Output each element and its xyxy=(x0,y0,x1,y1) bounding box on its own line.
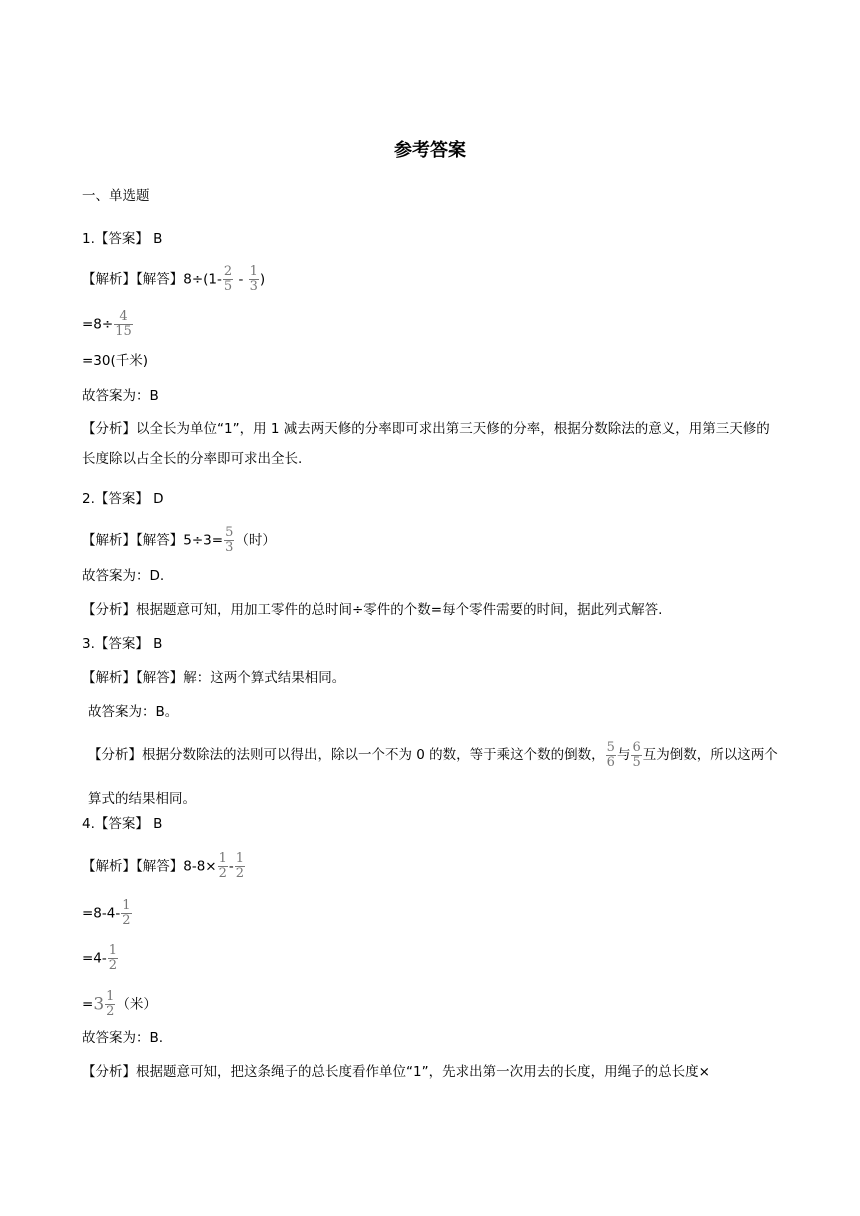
denominator: 5 xyxy=(223,279,233,294)
fraction xyxy=(249,265,259,294)
page-title: 参考答案 xyxy=(394,140,466,161)
q1-answer: 1.【答案】 B xyxy=(82,231,163,247)
q4-step3-prefix: =4- xyxy=(82,950,107,967)
q4-solution-step-1 xyxy=(82,852,246,881)
section-heading: 一、单选题 xyxy=(82,188,150,204)
numerator: 1 xyxy=(218,851,227,866)
numerator: 5 xyxy=(606,739,615,755)
numerator: 1 xyxy=(108,943,118,958)
mixed-number-whole: 3 xyxy=(93,994,105,1015)
q4-step1-operator: - xyxy=(228,858,234,875)
q2-answer: 2.【答案】 D xyxy=(82,491,164,507)
q3-analysis xyxy=(88,733,788,821)
q3-solution-step-1: 【解析】【解答】解：这两个算式结果相同。 xyxy=(82,670,346,686)
q3-analysis-connector: 与 xyxy=(616,747,631,763)
fraction xyxy=(235,852,245,881)
denominator: 3 xyxy=(249,279,258,294)
denominator: 2 xyxy=(235,866,245,881)
denominator: 5 xyxy=(632,754,641,770)
fraction xyxy=(121,899,131,928)
denominator: 2 xyxy=(108,958,118,973)
q1-analysis: 【分析】以全长为单位“1”，用 1 减去两天修的分率即可求出第三天修的分率，根据分数除法的意义，用第三天修的长度除以占全长的分率即可求出全长. xyxy=(82,421,770,467)
q4-solution-step-4 xyxy=(82,990,157,1019)
fraction xyxy=(218,852,228,881)
denominator: 2 xyxy=(122,913,131,928)
q4-answer: 4.【答案】 B xyxy=(82,816,163,832)
numerator: 1 xyxy=(235,851,245,866)
q4-step1-prefix: 【解析】【解答】8-8× xyxy=(82,858,217,875)
q3-analysis-suffix: 互为倒数，所以这两个算式的结果相同。 xyxy=(88,747,778,807)
q2-analysis: 【分析】根据题意可知，用加工零件的总时间÷零件的个数=每个零件需要的时间，据此列式解答. xyxy=(82,602,663,618)
denominator: 2 xyxy=(218,866,227,881)
fraction xyxy=(223,265,233,294)
numerator: 2 xyxy=(223,264,233,279)
q1-step1-suffix: ) xyxy=(259,271,266,288)
q2-solution-step-1 xyxy=(82,526,276,555)
q1-solution-step-3: =30(千米) xyxy=(82,353,149,369)
q1-solution-step-2 xyxy=(82,310,134,339)
q4-step4-suffix: （米） xyxy=(116,996,157,1013)
fraction xyxy=(105,990,115,1019)
q2-result: 故答案为：D. xyxy=(82,568,165,584)
q4-step4-prefix: = xyxy=(82,996,94,1013)
numerator: 1 xyxy=(249,264,258,279)
q4-analysis: 【分析】根据题意可知，把这条绳子的总长度看作单位“1”，先求出第一次用去的长度，用绳子的总长度× xyxy=(82,1064,710,1080)
q4-result: 故答案为：B. xyxy=(82,1030,164,1046)
q4-solution-step-2 xyxy=(82,899,133,928)
fraction xyxy=(114,310,133,339)
q1-result: 故答案为：B xyxy=(82,388,159,404)
numerator: 1 xyxy=(106,989,115,1004)
q4-solution-step-3 xyxy=(82,944,119,973)
denominator: 3 xyxy=(225,540,234,555)
q4-step2-prefix: =8-4- xyxy=(82,905,121,922)
q1-solution-step-1 xyxy=(82,265,265,294)
numerator: 5 xyxy=(225,525,234,540)
numerator: 4 xyxy=(119,309,128,324)
q3-result: 故答案为：B。 xyxy=(88,704,179,720)
q2-step1-prefix: 【解析】【解答】5÷3= xyxy=(82,532,224,549)
numerator: 1 xyxy=(122,898,131,913)
fraction xyxy=(631,741,641,770)
denominator: 6 xyxy=(606,754,615,770)
q1-step1-operator: - xyxy=(234,271,248,288)
q2-step1-suffix: （时） xyxy=(235,532,276,549)
fraction xyxy=(108,944,118,973)
fraction xyxy=(224,526,234,555)
denominator: 2 xyxy=(106,1004,115,1019)
q1-step1-prefix: 【解析】【解答】8÷(1- xyxy=(82,271,222,288)
q3-analysis-prefix: 【分析】根据分数除法的法则可以得出，除以一个不为 0 的数，等于乘这个数的倒数， xyxy=(88,747,605,763)
denominator: 15 xyxy=(115,324,132,339)
q1-step2-prefix: =8÷ xyxy=(82,316,114,333)
fraction xyxy=(606,741,616,770)
numerator: 6 xyxy=(632,739,641,755)
q3-answer: 3.【答案】 B xyxy=(82,636,163,652)
